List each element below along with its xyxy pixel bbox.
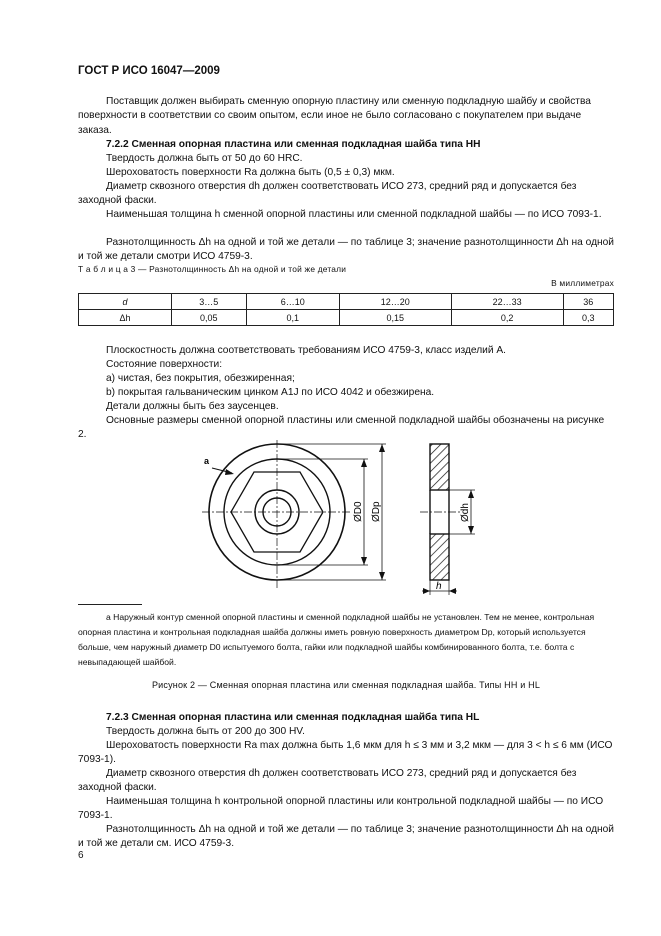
s722-roughness: Шероховатость поверхности Ra должна быть (0,5 ± 0,3) мкм. (106, 167, 395, 178)
list-item-b: b) покрытая гальваническим цинком A1J по ИСО 4042 и обезжирена. (106, 387, 435, 398)
table-cell: d (79, 294, 172, 310)
s723-hole: Диаметр сквозного отверстия dh должен соответствовать ИСО 273, средний ряд и допускается без заходной фаски. (78, 768, 577, 794)
s722-hardness: Твердость должна быть от 50 до 60 HRC. (106, 153, 303, 164)
label-od0: ØD0 (353, 501, 364, 522)
s723-thickness: Наименьшая толщина h контрольной опорной пластины или контрольной подкладной шайбы — по ИСО 7093-1. (78, 796, 604, 822)
footnote-rule (78, 604, 142, 605)
washer-figure (190, 440, 490, 600)
figure-caption: Рисунок 2 — Сменная опорная пластина или сменная подкладная шайба. Типы HH и HL (151, 680, 541, 690)
section-7-2-2-heading: 7.2.2 Сменная опорная пластина или сменная подкладная шайба типа HH (106, 139, 481, 150)
table-cell: Δh (79, 310, 172, 326)
section-7-2-3-heading: 7.2.3 Сменная опорная пластина или сменная подкладная шайба типа HL (106, 712, 480, 723)
table-cell: 22…33 (451, 294, 563, 310)
page-header: ГОСТ Р ИСО 16047—2009 (78, 65, 220, 77)
label-odp: ØDp (371, 501, 382, 522)
intro-paragraph: Поставщик должен выбирать сменную опорную пластину или сменную подкладную шайбу и свойства поверхности в соответствии со своим опытом, если иное не было согласовано с покупателем при выдаче заказа. (78, 96, 591, 136)
table-cell: 0,15 (339, 310, 451, 326)
s723-roughness: Шероховатость поверхности Ra max должна быть 1,6 мкм для h ≤ 3 мм и 3,2 мкм — для 3 < h ≤ 6 мм (ИСО 7093-1). (78, 740, 613, 766)
s722-thickness: Наименьшая толщина h сменной опорной пластины или сменной подкладной шайбы — по ИСО 7093-1. (106, 209, 602, 220)
s723-hardness: Твердость должна быть от 200 до 300 HV. (106, 726, 305, 737)
table-row (79, 310, 614, 326)
table-cell: 0,05 (172, 310, 247, 326)
table-cell: 0,1 (246, 310, 339, 326)
dims-text: Основные размеры сменной опорной пластины или сменной подкладной шайбы обозначены на рисунке 2. (78, 415, 605, 441)
table-cell: 36 (563, 294, 613, 310)
thickness-variation-table (78, 293, 614, 326)
table-cell: 12…20 (339, 294, 451, 310)
flatness-text: Плоскостность должна соответствовать требованиям ИСО 4759-3, класс изделий А. (106, 345, 507, 356)
table-units: В миллиметрах (551, 278, 614, 288)
table-cell: 0,2 (451, 310, 563, 326)
washer-front-view (202, 440, 352, 590)
label-h: h (436, 581, 442, 592)
table-cell: 3…5 (172, 294, 247, 310)
burrs-text: Детали должны быть без заусенцев. (106, 401, 279, 412)
figure-footnote: a Наружный контур сменной опорной пластины и сменной подкладной шайбы не установлен. Тем не менее, контрольная опорная пластина и контрольная подкладная шайба должны иметь ровную поверхность диаметром Dp, который используется больше, чем наружный диаметр D0 испытуемого болта, гайки или подкладной шайбы комбинированного болта, т.е. болта с невыпадающей шайбой. (78, 612, 595, 667)
page-number: 6 (78, 850, 84, 861)
surface-text: Состояние поверхности: (106, 359, 223, 370)
s722-variation: Разнотолщинность Δh на одной и той же детали — по таблице 3; значение разнотолщинности Δh на одной и той же детали смотри ИСО 4759-3. (78, 237, 615, 263)
table-caption: Т а б л и ц а 3 — Разнотолщинность Δh на одной и той же детали (78, 264, 347, 274)
s722-hole: Диаметр сквозного отверстия dh должен соответствовать ИСО 273, средний ряд и допускается без заходной фаски. (78, 181, 577, 207)
label-odh: Ødh (460, 503, 471, 522)
table-cell: 0,3 (563, 310, 613, 326)
list-item-a: a) чистая, без покрытия, обезжиренная; (106, 373, 295, 384)
table-row (79, 294, 614, 310)
label-a: a (204, 456, 210, 466)
leader-arrow (225, 469, 234, 475)
table-cell: 6…10 (246, 294, 339, 310)
s723-variation: Разнотолщинность Δh на одной и той же детали — по таблице 3; значение разнотолщинности Δh на одной и той же детали см. ИСО 4759-3. (78, 824, 615, 850)
